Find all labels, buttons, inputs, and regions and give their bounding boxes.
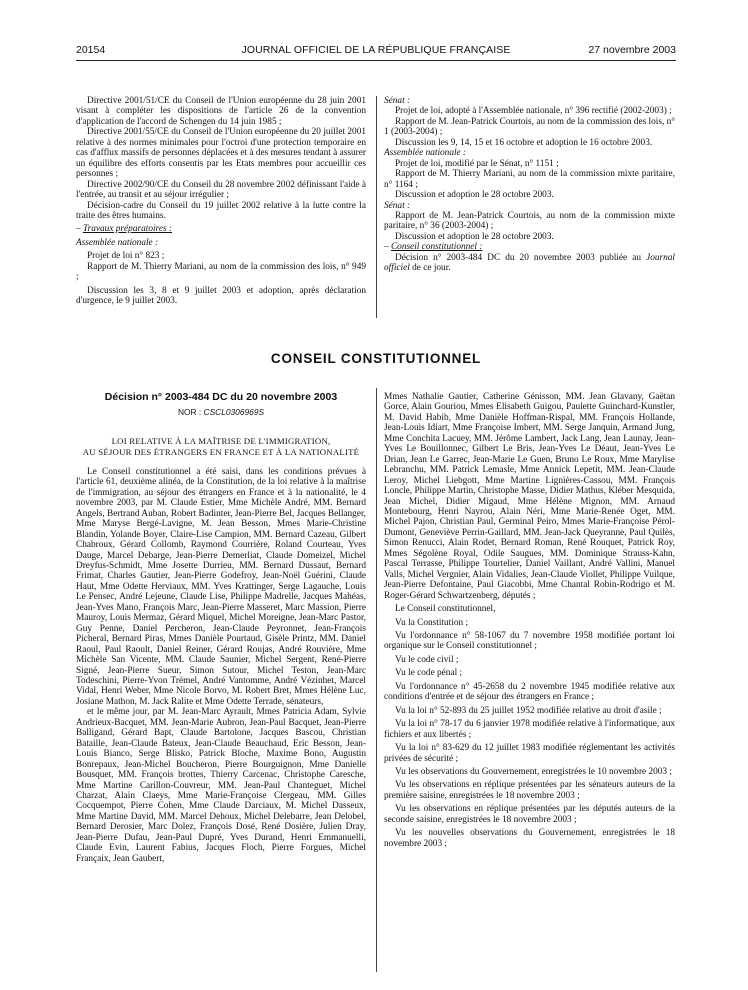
- section-title: CONSEIL CONSTITUTIONNEL: [270, 351, 482, 366]
- journal-ref: Journal officiel: [384, 252, 675, 274]
- saisine-paragraph: Le Conseil constitutionnel a été saisi, dans les conditions prévues à l'article 61, deuxième alinéa, de la Constitution, de la loi relative à la maîtrise de l'immigration, au séjour des étrangers en France et à la nationalité, le 4 novembre 2003, par M. Claude Estier, Mme Michèle André, MM. Bernard Angels, Bertrand Auban, Robert Badinter, Jean-Pierre Bel, Jacques Bellanger, Mme Maryse Bergé-Lavigne, M. Jean Besson, Mmes Marie-Christine Blandin, Yolande Boyer, Claire-Lise Campion, MM. Bernard Cazeau, Gilbert Chabroux, Gérard Collomb, Raymond Courrière, Roland Courteau, Yves Dauge, Marcel Debarge, Jean-Pierre Demerliat, Claude Domeizel, Michel Dreyfus-Schmidt, Mme Josette Durrieu, MM. Bernard Dussaut, Bernard Frimat, Charles Gautier, Jean-Pierre Godefroy, Jean-Noël Guérini, Claude Haut, Mme Odette Herviaux, MM. Yves Krattinger, Serge Lagauche, Louis Le Pensec, André Lejeune, Claude Lise, Philippe Madrelle, Jacques Mahéas, Jean-Yves Mano, François Marc, Jean-Pierre Masseret, Marc Massion, Pierre Mauroy, Louis Mermaz, Gérard Miquel, Michel Moreigne, Jean-Marc Pastor, Guy Penne, Daniel Percheron, Jean-Claude Peyronnet, Jean-François Picheral, Bernard Piras, Mmes Danièle Pourtaud, Gisèle Printz, MM. Daniel Raoul, Paul Raoult, Daniel Reiner, Gérard Roujas, André Rouvière, Mme Michèle San Vicente, MM. Claude Saunier, Michel Sergent, René-Pierre Signé, Jean-Pierre Sueur, Simon Sutour, Michel Teston, Jean-Marc Todeschini, Pierre-Yvon Trémel, André Vantomme, André Vézinhet, Marcel Vidal, Henri Weber, Mme Nicole Borvo, M. Robert Bret, Mmes Hélène Luc, Josiane Mathon, M. Jack Ralite et Mme Odette Terrade, sénateurs,: [76, 466, 366, 707]
- subject-line-2: AU SÉJOUR DES ÉTRANGERS EN FRANCE ET À LA NATIONALITÉ: [82, 446, 360, 457]
- visa-item: Vu l'ordonnance n° 58-1067 du 7 novembre 1958 modifiée portant loi organique sur le Conseil constitutionnel ;: [384, 630, 675, 652]
- journal-ref-tail: de ce jour.: [409, 263, 451, 274]
- decision-left-column: [76, 392, 366, 864]
- journal-title: JOURNAL OFFICIEL DE LA RÉPUBLIQUE FRANÇAISE: [241, 44, 511, 56]
- top-right-column: [384, 96, 675, 274]
- visa-item: Vu les observations en réplique présentées par les sénateurs auteurs de la première saisine, enregistrées le 18 novembre 2003 ;: [384, 780, 675, 801]
- procedure-item: Discussion les 9, 14, 15 et 16 octobre et adoption le 16 octobre 2003.: [395, 137, 653, 148]
- subject-line-1: LOI RELATIVE À LA MAÎTRISE DE L'IMMIGRATION,: [111, 435, 331, 446]
- visa-item: Vu les nouvelles observations du Gouvernement, enregistrées le 18 novembre 2003 ;: [384, 828, 675, 849]
- directive-paragraph: Décision-cadre du Conseil du 19 juillet 2002 relative à la lutte contre la traite des êtres humains.: [76, 200, 366, 221]
- assemblee-label: Assemblée nationale :: [384, 148, 467, 159]
- visa-item: Vu le code civil ;: [395, 654, 459, 665]
- saisine-continuation: Mmes Nathalie Gautier, Catherine Génisson, MM. Jean Glavany, Gaëtan Gorce, Alain Gouriou, Mmes Elisabeth Guigou, Paulette Guinchard-Kunstler, M. David Habib, Mme Danièle Hoffman-Rispal, MM. François Hollande, Jean-Louis Idiart, Mme Françoise Imbert, MM. Serge Janquin, Armand Jung, Mme Conchita Lacuey, MM. Jérôme Lambert, Jack Lang, Jean Launay, Jean-Yves Le Bouillonnec, Gilbert Le Bris, Jean-Yves Le Déaut, Jean-Yves Le Drian, Jean Le Garrec, Jean-Marie Le Guen, Bruno Le Roux, Mme Marylise Lebranchu, MM. Patrick Lemasle, Mme Annick Lepetit, MM. Jean-Claude Leroy, Michel Liebgott, Mme Martine Lignières-Cassou, MM. François Loncle, Philippe Martin, Christophe Masse, Didier Mathus, Kléber Mesquida, Jean Michel, Didier Migaud, Mme Hélène Mignon, MM. Arnaud Montebourg, Henri Nayrou, Alain Néri, Mme Marie-Renée Oget, MM. Michel Pajon, Christian Paul, Germinal Peiro, Mmes Marie-Françoise Pérol-Dumont, Geneviève Perrin-Gaillard, MM. Jean-Jack Queyranne, Paul Quilès, Simon Renucci, Alain Rodet, Bernard Roman, René Rouquet, Patrick Roy, Mmes Ségolène Royal, Odile Saugues, MM. Dominique Strauss-Kahn, Pascal Terrasse, Philippe Tourtelier, Daniel Vaillant, André Vallini, Manuel Valls, Michel Vergnier, Alain Vidalies, Jean-Claude Viollet, Philippe Vuilque, Jean-Pierre Defontaine, Paul Giacobbi, Mme Chantal Robin-Rodrigo et M. Roger-Gérard Schwartzenberg, députés ;: [384, 392, 675, 601]
- directive-paragraph: Directive 2002/90/CE du Conseil du 28 novembre 2002 définissant l'aide à l'entrée, au transit et au séjour irrégulier ;: [76, 179, 366, 201]
- visa-item: Vu la loi n° 83-629 du 12 juillet 1983 modifiée réglementant les activités privées de sécurité ;: [384, 743, 675, 764]
- decision-reference: [384, 253, 675, 274]
- issue-date: 27 novembre 2003: [588, 44, 676, 56]
- visa-item: Le Conseil constitutionnel,: [395, 604, 496, 615]
- visa-item: Vu la loi n° 78-17 du 6 janvier 1978 modifiée relative à l'informatique, aux fichiers et aux libertés ;: [384, 719, 675, 740]
- nor-label: NOR :: [177, 407, 202, 418]
- senat-label: Sénat :: [384, 96, 411, 106]
- column-separator: [376, 388, 377, 972]
- top-left-column: [76, 96, 366, 307]
- decision-ref-text: Décision n° 2003-484 DC du 20 novembre 2003 publiée au: [395, 252, 642, 263]
- nor-code: CSCL0306969S: [203, 407, 265, 418]
- decision-subject: [76, 436, 366, 458]
- procedure-item: Projet de loi n° 823 ;: [87, 251, 165, 262]
- visa-item: Vu le code pénal ;: [395, 668, 463, 679]
- procedure-item: Rapport de M. Jean-Patrick Courtois, au nom de la commission mixte paritaire, n° 36 (2003-2004) ;: [384, 210, 675, 232]
- visa-item: Vu la Constitution ;: [395, 617, 469, 628]
- procedure-item: Discussion et adoption le 28 octobre 2003.: [395, 231, 554, 242]
- decision-title: Décision n° 2003-484 DC du 20 novembre 2003: [104, 391, 338, 403]
- decision-right-column: [384, 392, 675, 849]
- visa-item: Vu l'ordonnance n° 45-2658 du 2 novembre 1945 modifiée relative aux conditions d'entrée et de séjour des étrangers en France ;: [384, 681, 675, 703]
- page-number: 20154: [76, 44, 106, 56]
- procedure-item: Projet de loi, modifié par le Sénat, n° 1151 ;: [395, 158, 559, 169]
- visa-item: Vu la loi n° 52-893 du 25 juillet 1952 modifiée relative au droit d'asile ;: [395, 705, 662, 716]
- senat-label: Sénat :: [384, 200, 411, 211]
- procedure-item: Rapport de M. Thierry Mariani, au nom de la commission des lois, n° 949 ;: [76, 261, 366, 283]
- visa-item: Vu les observations en réplique présentées par les députés auteurs de la seconde saisine, enregistrées le 18 novembre 2003 ;: [384, 804, 675, 825]
- directive-paragraph: Directive 2001/51/CE du Conseil de l'Union européenne du 28 juin 2001 visant à compléter les dispositions de l'article 26 de la convention d'application de l'accord de Schengen du 14 juin 1985 ;: [76, 96, 366, 127]
- travaux-heading: – Travaux préparatoires :: [76, 224, 172, 235]
- procedure-item: Discussion les 3, 8 et 9 juillet 2003 et adoption, après déclaration d'urgence, le 9 juillet 2003.: [76, 285, 366, 307]
- procedure-item: Rapport de M. Jean-Patrick Courtois, au nom de la commission des lois, n° 1 (2003-2004) ;: [384, 116, 675, 138]
- conseil-heading: – Conseil constitutionnel :: [384, 242, 483, 253]
- page-header: [76, 44, 676, 58]
- assemblee-label: Assemblée nationale :: [76, 237, 159, 248]
- visa-item: Vu les observations du Gouvernement, enregistrées le 10 novembre 2003 ;: [395, 766, 672, 777]
- procedure-item: Projet de loi, adopté à l'Assemblée nationale, n° 396 rectifié (2002-2003) ;: [395, 106, 672, 117]
- saisine-paragraph: et le même jour, par M. Jean-Marc Ayrault, Mmes Patricia Adam, Sylvie Andrieux-Bacquet, MM. Jean-Marie Aubron, Jean-Paul Bacquet, Jean-Pierre Balligand, Gérard Bapt, Claude Bartolone, Jacques Bascou, Christian Bataille, Jean-Claude Bateux, Jean-Claude Beauchaud, Eric Besson, Jean-Louis Bianco, Serge Blisko, Patrick Bloche, Maxime Bono, Augustin Bonrepaux, Jean-Michel Boucheron, Pierre Bourguignon, Mme Danielle Bousquet, MM. François brottes, Thierry Carcenac, Christophe Caresche, Mme Martine Carillon-Couvreur, MM. Jean-Paul Chanteguet, Michel Charzat, Alain Claeys, Mme Marie-Françoise Clergeau, MM. Gilles Cocquempot, Pierre Cohen, Mme Claude Darciaux, M. Michel Dasseux, Mme Martine David, MM. Marcel Dehoux, Michel Delebarre, Jean Delobel, Bernard Derosier, Marc Dolez, François Dosé, René Dosière, Julien Dray, Jean-Pierre Dufau, Jean-Paul Dupré, Yves Durand, Henri Emmanuelli, Claude Evin, Laurent Fabius, Jacques Floch, Pierre Forgues, Michel Françaix, Jean Gaubert,: [76, 707, 366, 864]
- procedure-item: Discussion et adoption le 28 octobre 2003.: [395, 190, 554, 201]
- travaux-label: Travaux préparatoires :: [82, 224, 172, 235]
- nor-reference: [76, 407, 366, 417]
- column-separator: [376, 96, 377, 318]
- directive-paragraph: Directive 2001/55/CE du Conseil de l'Union européenne du 20 juillet 2001 relative à des normes minimales pour l'octroi d'une protection temporaire en cas d'afflux massifs de personnes déplacées et à des mesures tendant à assurer un équilibre des efforts consentis par les Etats membres pour accueillir ces personnes ;: [76, 127, 366, 180]
- conseil-label: Conseil constitutionnel :: [390, 242, 483, 253]
- procedure-item: Rapport de M. Thierry Mariani, au nom de la commission mixte paritaire, n° 1164 ;: [384, 169, 675, 190]
- header-rule: [76, 60, 676, 61]
